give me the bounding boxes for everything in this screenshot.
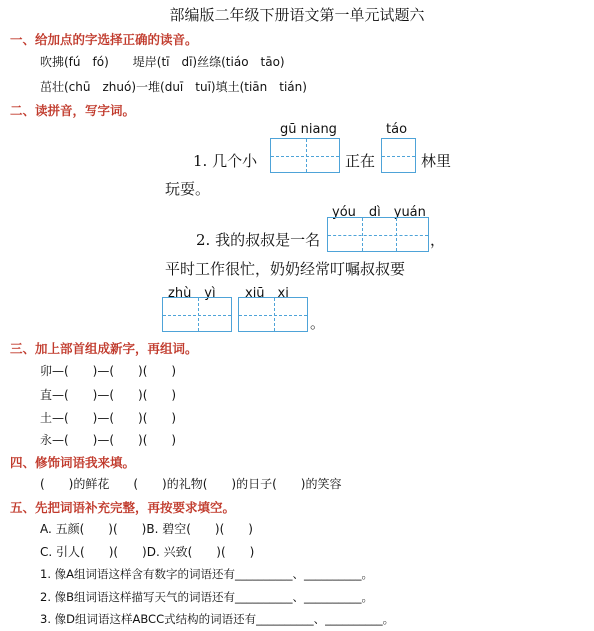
q2-text-d: 。 [310, 314, 326, 332]
section-1-line-1: 吹拂(fú fó) 堤岸(tī dī)丝绦(tiáo tāo) [40, 55, 285, 69]
pinyin-youdiyuan: yóu dì yuán [332, 205, 426, 220]
pinyin-tao: táo [386, 122, 408, 137]
question-1: 1. 像A组词语这样含有数字的词语还有__________、__________。 [40, 567, 373, 581]
radical-row-4: 永—( )—( )( ) [40, 433, 177, 447]
writing-grid-tao[interactable] [381, 138, 416, 173]
q2-text-a: 2. 我的叔叔是一名 [196, 231, 321, 249]
q2-text-b: ， [430, 231, 446, 249]
section-4-heading: 四、修饰词语我来填。 [10, 455, 136, 470]
section-5-heading: 五、先把词语补充完整，再按要求填空。 [10, 500, 236, 515]
pinyin-xiuxi: xiū xi [245, 286, 289, 301]
writing-grid-guniang[interactable] [270, 138, 340, 173]
idiom-row-ab: A. 五颜( )( )B. 碧空( )( ) [40, 522, 253, 536]
writing-grid-youdiyuan[interactable] [327, 217, 429, 252]
q1-text-c: 林里 [421, 152, 452, 170]
q1-text-b: 正在 [345, 152, 376, 170]
idiom-row-cd: C. 引人( )( )D. 兴致( )( ) [40, 545, 255, 559]
q1-text-d: 玩耍。 [165, 180, 211, 198]
question-3: 3. 像D组词语这样ABCC式结构的词语还有__________、__________。 [40, 612, 395, 626]
radical-row-1: 卯—( )—( )( ) [40, 364, 177, 378]
pinyin-zhuyi: zhù yì [168, 286, 216, 301]
writing-grid-zhuyi[interactable] [162, 297, 232, 332]
radical-row-2: 直—( )—( )( ) [40, 388, 177, 402]
section-1-line-2: 茁壮(chū zhuó)一堆(duī tuī)填土(tiān tián) [40, 80, 307, 94]
pinyin-guniang: gū niang [280, 122, 337, 137]
modifier-line: ( )的鲜花 ( )的礼物( )的日子( )的笑容 [40, 477, 342, 491]
q2-text-c: 平时工作很忙，奶奶经常叮嘱叔叔要 [165, 260, 406, 278]
section-1-heading: 一、给加点的字选择正确的读音。 [10, 32, 198, 47]
question-2: 2. 像B组词语这样描写天气的词语还有__________、__________。 [40, 590, 374, 604]
radical-row-3: 土—( )—( )( ) [40, 411, 177, 425]
section-3-heading: 三、加上部首组成新字，再组词。 [10, 341, 198, 356]
page-title: 部编版二年级下册语文第一单元试题六 [169, 6, 425, 24]
writing-grid-xiuxi[interactable] [238, 297, 308, 332]
section-2-heading: 二、读拼音，写字词。 [10, 103, 136, 118]
q1-text-a: 1. 几个小 [193, 152, 258, 170]
